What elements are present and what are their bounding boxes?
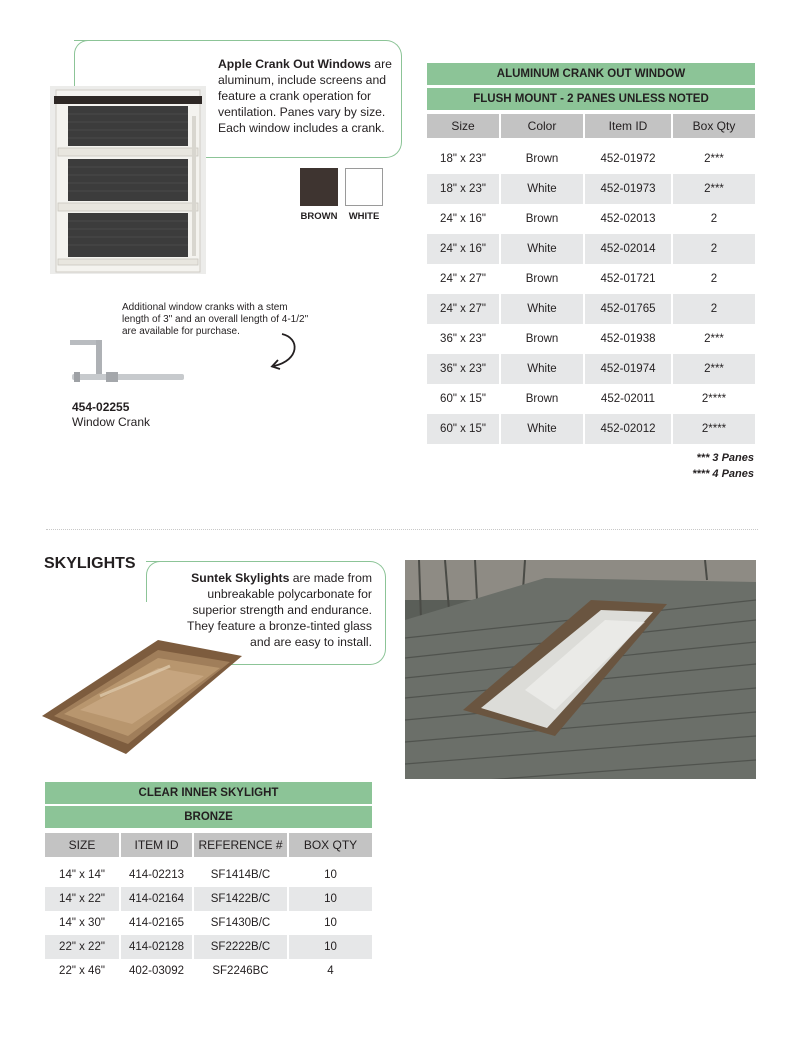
cell-item-id: 452-02014 xyxy=(585,234,673,264)
skylight-col-size: SIZE xyxy=(45,833,121,857)
skylight-product-name: Suntek Skylights xyxy=(191,571,290,585)
curved-arrow-icon xyxy=(264,330,304,374)
cell-item-id: 452-01938 xyxy=(585,324,673,354)
cell-size: 24" x 27" xyxy=(427,264,501,294)
cell-item-id: 452-01765 xyxy=(585,294,673,324)
cell-box-qty: 4 xyxy=(327,965,334,977)
cell-item-id: 452-01721 xyxy=(585,264,673,294)
cell-reference: SF1430B/C xyxy=(194,911,289,935)
cell-size: 18" x 23" xyxy=(427,144,501,174)
window-table-title: ALUMINUM CRANK OUT WINDOW xyxy=(427,63,755,85)
cell-item-id: 452-01974 xyxy=(585,354,673,384)
cell-color: Brown xyxy=(501,324,585,354)
crank-item-id: 454-02255 xyxy=(72,400,130,414)
section-divider xyxy=(46,529,758,530)
skylight-description-body: are made from unbreakable polycarbonate for superior strength and endurance. They feature a bronze-tinted glass and are easy to install. xyxy=(187,571,372,649)
cell-size: 18" x 23" xyxy=(427,174,501,204)
window-col-item-id: Item ID xyxy=(585,114,673,138)
cell-item-id: 452-02012 xyxy=(585,414,673,444)
cell-item-id: 452-01972 xyxy=(585,144,673,174)
crank-window-image xyxy=(50,86,206,274)
roof-skylight-photo xyxy=(405,560,756,779)
window-table xyxy=(427,114,755,444)
table-row xyxy=(427,294,755,324)
cell-box-qty: 2 xyxy=(710,273,718,285)
window-product-name: Apple Crank Out Windows xyxy=(218,57,371,71)
cell-size: 24" x 16" xyxy=(427,234,501,264)
window-col-color: Color xyxy=(501,114,585,138)
window-table-header-row xyxy=(427,114,755,138)
cell-color: White xyxy=(501,354,585,384)
crank-name: Window Crank xyxy=(72,415,151,429)
table-row xyxy=(45,959,372,983)
cell-size: 22" x 46" xyxy=(45,959,121,983)
table-row xyxy=(427,324,755,354)
cell-box-qty: 2*** xyxy=(673,354,755,384)
cell-size: 24" x 27" xyxy=(427,294,501,324)
skylight-table xyxy=(45,833,372,983)
cell-color: Brown xyxy=(501,144,585,174)
cell-box-qty: 2*** xyxy=(704,333,724,345)
skylight-table-title: CLEAR INNER SKYLIGHT xyxy=(45,782,372,804)
cell-size: 14" x 22" xyxy=(45,887,121,911)
skylight-col-box-qty: BOX QTY xyxy=(289,833,372,857)
cell-box-qty: 2 xyxy=(673,234,755,264)
table-row xyxy=(427,384,755,414)
cell-item-id: 402-03092 xyxy=(121,959,194,983)
table-row xyxy=(427,144,755,174)
cell-size: 14" x 30" xyxy=(45,911,121,935)
window-col-box-qty: Box Qty xyxy=(673,114,755,138)
cell-size: 36" x 23" xyxy=(427,324,501,354)
brown-color-swatch xyxy=(300,168,338,206)
cell-item-id: 414-02165 xyxy=(121,911,194,935)
skylight-col-item-id: ITEM ID xyxy=(121,833,194,857)
cell-size: 24" x 16" xyxy=(427,204,501,234)
table-row xyxy=(427,264,755,294)
table-row xyxy=(427,234,755,264)
cell-box-qty: 2*** xyxy=(704,153,724,165)
cell-item-id: 452-02011 xyxy=(585,384,673,414)
table-row xyxy=(427,174,755,204)
footnote-3-panes: *** 3 Panes xyxy=(696,452,754,464)
table-row xyxy=(45,863,372,887)
cell-color: Brown xyxy=(501,204,585,234)
table-row xyxy=(45,911,372,935)
crank-note: Additional window cranks with a stem length of 3" and an overall length of 4-1/2" are available for purchase. xyxy=(122,302,309,337)
cell-box-qty: 10 xyxy=(289,935,372,959)
cell-reference: SF2222B/C xyxy=(194,935,289,959)
footnote-4-panes: **** 4 Panes xyxy=(692,468,754,480)
cell-size: 60" x 15" xyxy=(427,414,501,444)
cell-item-id: 414-02213 xyxy=(121,863,194,887)
window-table-subtitle: FLUSH MOUNT - 2 PANES UNLESS NOTED xyxy=(427,88,755,110)
cell-color: White xyxy=(501,414,585,444)
brown-swatch-label: BROWN xyxy=(300,211,338,222)
window-description-body: are aluminum, include screens and feature a crank operation for ventilation. Panes vary by size. Each window includes a crank. xyxy=(218,57,392,135)
cell-box-qty: 10 xyxy=(324,869,337,881)
cell-box-qty: 10 xyxy=(324,917,337,929)
skylight-table-subtitle: BRONZE xyxy=(45,806,372,828)
cell-color: White xyxy=(501,294,585,324)
window-description xyxy=(218,56,393,136)
table-row xyxy=(45,887,372,911)
cell-box-qty: 2**** xyxy=(673,414,755,444)
cell-item-id: 452-02013 xyxy=(585,204,673,234)
cell-color: White xyxy=(501,234,585,264)
skylights-section-title: SKYLIGHTS xyxy=(44,555,136,572)
skylight-table-header-row xyxy=(45,833,372,857)
cell-reference: SF2246BC xyxy=(194,959,289,983)
cell-box-qty: 2**** xyxy=(701,393,727,405)
cell-color: Brown xyxy=(501,264,585,294)
white-color-swatch xyxy=(345,168,383,206)
cell-size: 22" x 22" xyxy=(45,935,121,959)
table-row xyxy=(427,354,755,384)
cell-item-id: 414-02164 xyxy=(121,887,194,911)
cell-color: Brown xyxy=(501,384,585,414)
cell-item-id: 452-01973 xyxy=(585,174,673,204)
white-swatch-label: WHITE xyxy=(348,211,380,222)
cell-box-qty: 2*** xyxy=(673,174,755,204)
cell-size: 36" x 23" xyxy=(427,354,501,384)
cell-size: 60" x 15" xyxy=(427,384,501,414)
cell-box-qty: 2 xyxy=(673,294,755,324)
cell-item-id: 414-02128 xyxy=(121,935,194,959)
skylight-col-reference: REFERENCE # xyxy=(194,833,289,857)
skylight-dome-image xyxy=(40,636,244,758)
cell-box-qty: 10 xyxy=(289,887,372,911)
cell-color: White xyxy=(501,174,585,204)
cell-reference: SF1422B/C xyxy=(194,887,289,911)
window-col-size: Size xyxy=(427,114,501,138)
table-row xyxy=(427,204,755,234)
cell-reference: SF1414B/C xyxy=(194,863,289,887)
cell-size: 14" x 14" xyxy=(45,863,121,887)
table-row xyxy=(45,935,372,959)
table-row xyxy=(427,414,755,444)
cell-box-qty: 2 xyxy=(710,213,718,225)
